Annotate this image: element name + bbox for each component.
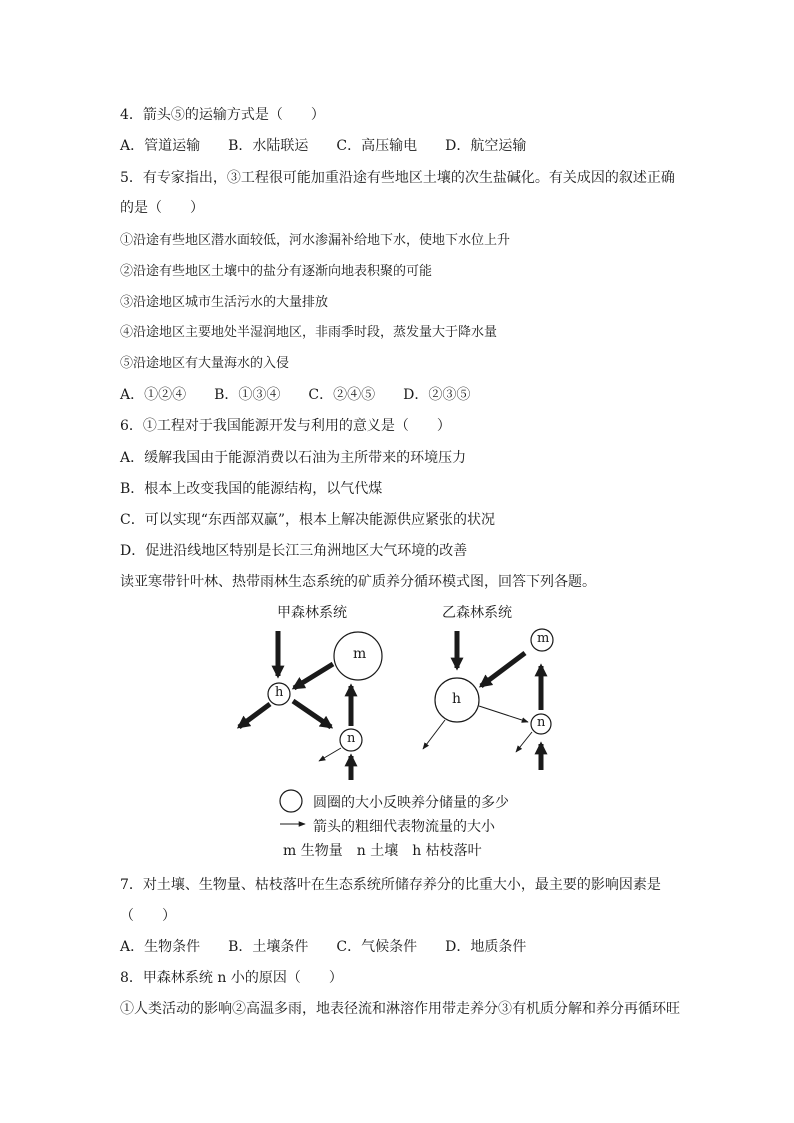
- nutrient-cycle-diagram: [225, 598, 565, 868]
- forest-b-arrow-n-out: [516, 732, 532, 752]
- forest-b-diagram: [423, 629, 553, 770]
- q5-statement-5: ⑤沿途地区有大量海水的入侵: [120, 356, 290, 371]
- q5-statement-3: ③沿途地区城市生活污水的大量排放: [120, 295, 329, 310]
- forest-a-h-label: h: [275, 685, 284, 700]
- forest-b-arrow-h-to-n: [479, 706, 528, 722]
- forest-a-arrow-n-out: [319, 748, 341, 761]
- q5-statement-1: ①沿途有些地区潜水面较低，河水渗漏补给地下水，使地下水位上升: [120, 233, 511, 248]
- forest-b-m-label: m: [537, 631, 550, 646]
- q7-stem-line1: 7．对土壤、生物量、枯枝落叶在生态系统所储存养分的比重大小，最主要的影响因素是: [120, 877, 661, 893]
- forest-b-n-label: n: [537, 715, 546, 730]
- q6-option-d: D．促进沿线地区特别是长江三角洲地区大气环境的改善: [120, 543, 468, 559]
- legend-arrow-text: 箭头的粗细代表物流量的大小: [313, 819, 495, 835]
- q5-statement-4: ④沿途地区主要地处半湿润地区，非雨季时段，蒸发量大于降水量: [120, 325, 498, 340]
- legend-key: m 生物量 n 土壤 h 枯枝落叶: [283, 843, 482, 859]
- reading-intro: 读亚寒带针叶林、热带雨林生态系统的矿质养分循环模式图，回答下列各题。: [120, 574, 596, 590]
- q6-option-b: B．根本上改变我国的能源结构，以气代煤: [120, 481, 383, 497]
- q5-statement-2: ②沿途有些地区土壤中的盐分有逐渐向地表积聚的可能: [120, 264, 433, 279]
- forest-b-title: 乙森林系统: [442, 605, 512, 621]
- forest-a-m-label: m: [353, 646, 367, 662]
- q4-options: A．管道运输 B．水陆联运 C．高压输电 D．航空运输: [120, 138, 527, 154]
- forest-a-n-label: n: [347, 731, 356, 746]
- q8-stem: 8．甲森林系统 n 小的原因（ ）: [120, 970, 343, 986]
- q8-statements: ①人类活动的影响②高温多雨，地表径流和淋溶作用带走养分③有机质分解和养分再循环旺: [120, 1001, 680, 1017]
- legend-circle-text: 圆圈的大小反映养分储量的多少: [313, 795, 509, 811]
- forest-b-h-label: h: [452, 691, 462, 707]
- q6-stem: 6．①工程对于我国能源开发与利用的意义是（ ）: [120, 418, 451, 434]
- q7-options: A．生物条件 B．土壤条件 C．气候条件 D．地质条件: [120, 939, 527, 955]
- forest-a-title: 甲森林系统: [277, 605, 347, 621]
- q6-option-a: A．缓解我国由于能源消费以石油为主所带来的环境压力: [120, 450, 467, 466]
- q6-option-c: C．可以实现“东西部双赢”，根本上解决能源供应紧张的状况: [120, 512, 496, 528]
- q4-stem: 4．箭头⑤的运输方式是（ ）: [120, 107, 325, 123]
- q5-options: A．①②④ B．①③④ C．②④⑤ D．②③⑤: [120, 387, 471, 403]
- forest-a-arrow-h-to-n: [293, 701, 331, 727]
- q5-stem-line1: 5．有专家指出，③工程很可能加重沿途有些地区土壤的次生盐碱化。有关成因的叙述正确: [120, 170, 675, 186]
- forest-b-arrow-h-out: [423, 720, 445, 749]
- forest-a-arrow-h-out: [239, 704, 270, 727]
- legend-circle-icon: [280, 790, 302, 812]
- forest-b-arrow-m-to-h: [481, 653, 525, 686]
- q5-stem-line2: 的是（ ）: [120, 200, 204, 216]
- forest-a-arrow-m-to-h: [294, 664, 333, 688]
- q7-stem-line2: （ ）: [120, 908, 176, 924]
